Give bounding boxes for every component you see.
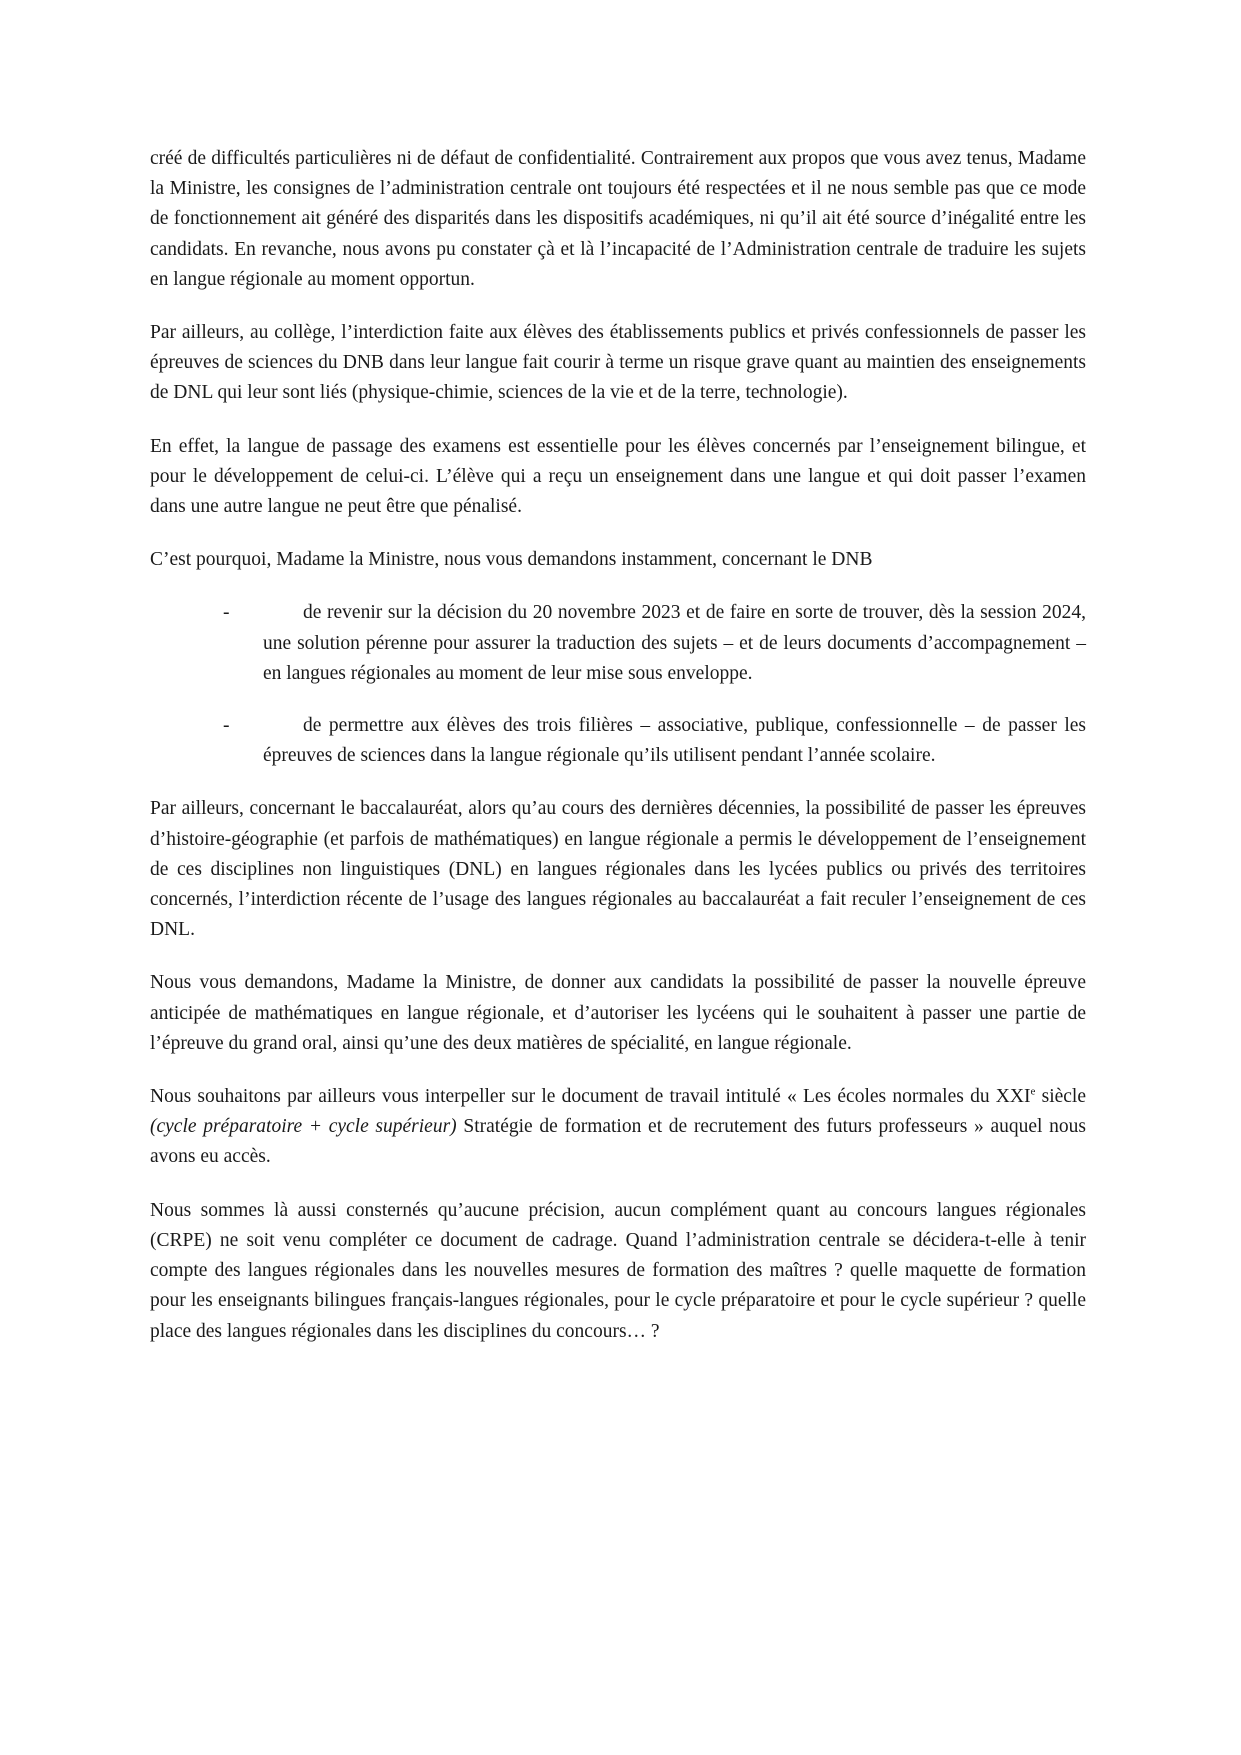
list-item	[150, 711, 1086, 771]
paragraph-dnb-request-intro: C’est pourquoi, Madame la Ministre, nous vous demandons instamment, concernant le DNB	[150, 549, 873, 571]
list-item	[150, 598, 1086, 689]
superscript: e	[1030, 1085, 1036, 1098]
paragraph-maths-request: Nous vous demandons, Madame la Ministre, de donner aux candidats la possibilité de passer la nouvelle épreuve anticipée de mathématiques en langue régionale, et d’autoriser les lycéens qui le souhaitent à passer une partie de l’épreuve du grand oral, ainsi qu’une des deux matières de spécialité, en langue régionale.	[150, 972, 1086, 1054]
paragraph-translation-issue: créé de difficultés particulières ni de défaut de confidentialité. Contrairement aux propos que vous avez tenus, Madame la Ministre, les consignes de l’administration centrale ont toujours été respectées et il ne nous semble pas que ce mode de fonctionnement ait généré des disparités dans les dispositifs académiques, ni qu’il ait été source d’inégalité entre les candidats. En revanche, nous avons pu constater çà et là l’incapacité de l’Administration centrale de traduire les sujets en langue régionale au moment opportun.	[150, 148, 1086, 290]
paragraph-exam-language: En effet, la langue de passage des examens est essentielle pour les élèves concernés par l’enseignement bilingue, et pour le développement de celui-ci. L’élève qui a reçu un enseignement dans une langue et qui doit passer l’examen dans une autre langue ne peut être que pénalisé.	[150, 435, 1086, 518]
bullet-dash: -	[223, 602, 230, 624]
paragraph-ecoles-normales	[150, 1082, 1086, 1173]
text-segment: Nous souhaitons par ailleurs vous interpeller sur le document de travail intitulé « Les écoles normales du XXI	[150, 1086, 1031, 1108]
paragraph-college-sciences: Par ailleurs, au collège, l’interdiction faite aux élèves des établissements publics et privés confessionnels de passer les épreuves de sciences du DNB dans leur langue fait courir à terme un risque grave quant au maintien des enseignements de DNL qui leur sont liés (physique-chimie, sciences de la vie et de la terre, technologie).	[150, 322, 1086, 404]
text-segment: siècle	[1035, 1086, 1086, 1108]
text-segment: Stratégie de formation et de recrutement des futurs professeurs » auquel nous avons eu accès.	[150, 1116, 1087, 1168]
document-body	[150, 144, 1086, 1370]
paragraph-crpe-questions: Nous sommes là aussi consternés qu’aucune précision, aucun complément quant au concours langues régionales (CRPE) ne soit venu compléter ce document de cadrage. Quand l’administration centrale se décidera-t-elle à tenir compte des langues régionales dans les nouvelles mesures de formation des maîtres ? quelle maquette de formation pour les enseignants bilingues français-langues régionales, pour le cycle préparatoire et pour le cycle supérieur ? quelle place des langues régionales dans les disciplines du concours… ?	[150, 1199, 1086, 1342]
bullet-text: de revenir sur la décision du 20 novembre 2023 et de faire en sorte de trouver, dès la session 2024, une solution pérenne pour assurer la traduction des sujets – et de leurs documents d’accompagnement – en langues régionales au moment de leur mise sous enveloppe.	[263, 602, 1086, 684]
italic-segment: (cycle préparatoire + cycle supérieur)	[150, 1116, 457, 1138]
paragraph-baccalaureat: Par ailleurs, concernant le baccalauréat, alors qu’au cours des dernières décennies, la possibilité de passer les épreuves d’histoire-géographie (et parfois de mathématiques) en langue régionale a permis le développement de l’enseignement de ces disciplines non linguistiques (DNL) en langues régionales dans les lycées publics ou privés des territoires concernés, l’interdiction récente de l’usage des langues régionales au baccalauréat a fait reculer l’enseignement de ces DNL.	[150, 798, 1086, 941]
bullet-text: de permettre aux élèves des trois filières – associative, publique, confessionnelle – de passer les épreuves de sciences dans la langue régionale qu’ils utilisent pendant l’année scolaire.	[263, 715, 1086, 767]
bullet-dash: -	[223, 715, 230, 737]
dnb-request-list	[150, 598, 1086, 771]
